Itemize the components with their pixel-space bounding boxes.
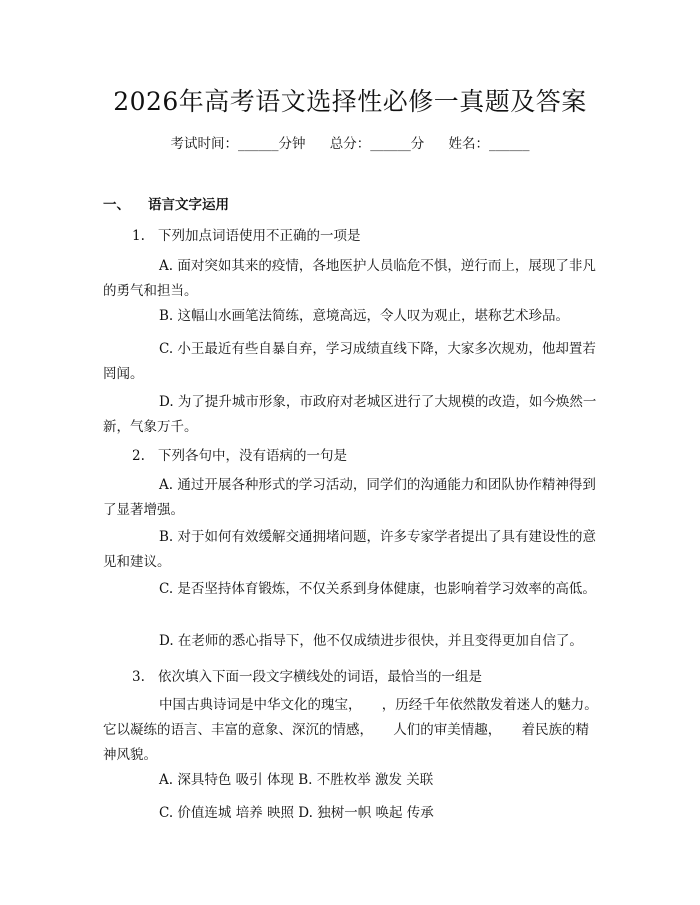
question-2-option-c: C. 是否坚持体育锻炼，不仅关系到身体健康，也影响着学习效率的高低。 (159, 581, 596, 597)
section-heading (103, 193, 229, 213)
question-number: 2. (132, 448, 145, 464)
question-3 (132, 665, 482, 685)
exam-score: 总分：______分 (329, 136, 425, 152)
question-1 (132, 224, 361, 244)
question-1-option-d: D. 为了提升城市形象，市政府对老城区进行了大规模的改造，如今焕然一新，气象万千。 (103, 394, 597, 435)
page-title: 2026年高考语文选择性必修一真题及答案 (113, 87, 587, 116)
question-1-option-b: B. 这幅山水画笔法简练，意境高远，令人叹为观止，堪称艺术珍品。 (159, 308, 570, 324)
section-number: 一、 (103, 197, 130, 213)
question-3-options-line-2: C. 价值连城 培养 映照 D. 独树一帜 唤起 传承 (159, 805, 434, 821)
question-1-option-a: A. 面对突如其来的疫情，各地医护人员临危不惧，逆行而上，展现了非凡的勇气和担当。 (103, 258, 596, 299)
question-2-option-d: D. 在老师的悉心指导下，他不仅成绩进步很快，并且变得更加自信了。 (159, 633, 583, 649)
question-2 (132, 444, 347, 464)
question-2-option-a: A. 通过开展各种形式的学习活动，同学们的沟通能力和团队协作精神得到了显著增强。 (103, 477, 596, 518)
question-stem: 下列各句中，没有语病的一句是 (158, 448, 347, 464)
question-stem: 依次填入下面一段文字横线处的词语，最恰当的一组是 (158, 669, 482, 685)
section-title: 语言文字运用 (148, 197, 229, 213)
question-2-option-b: B. 对于如何有效缓解交通拥堵问题，许多专家学者提出了具有建设性的意见和建议。 (103, 529, 597, 570)
question-3-passage: 中国古典诗词是中华文化的瑰宝， ，历经千年依然散发着迷人的魅力。它以凝练的语言、丰富的意象、深沉的情感， 人们的审美情趣， 着民族的精神风貌。 (103, 697, 598, 763)
exam-meta (0, 132, 700, 152)
student-name: 姓名：______ (448, 136, 530, 152)
question-1-option-c: C. 小王最近有些自暴自弃，学习成绩直线下降，大家多次规劝，他却置若罔闻。 (103, 341, 596, 382)
question-number: 3. (132, 669, 145, 685)
question-3-options-line-1: A. 深具特色 吸引 体现 B. 不胜枚举 激发 关联 (159, 772, 434, 788)
question-stem: 下列加点词语使用不正确的一项是 (158, 228, 361, 244)
question-number: 1. (132, 228, 145, 244)
exam-time: 考试时间：______分钟 (170, 136, 306, 152)
